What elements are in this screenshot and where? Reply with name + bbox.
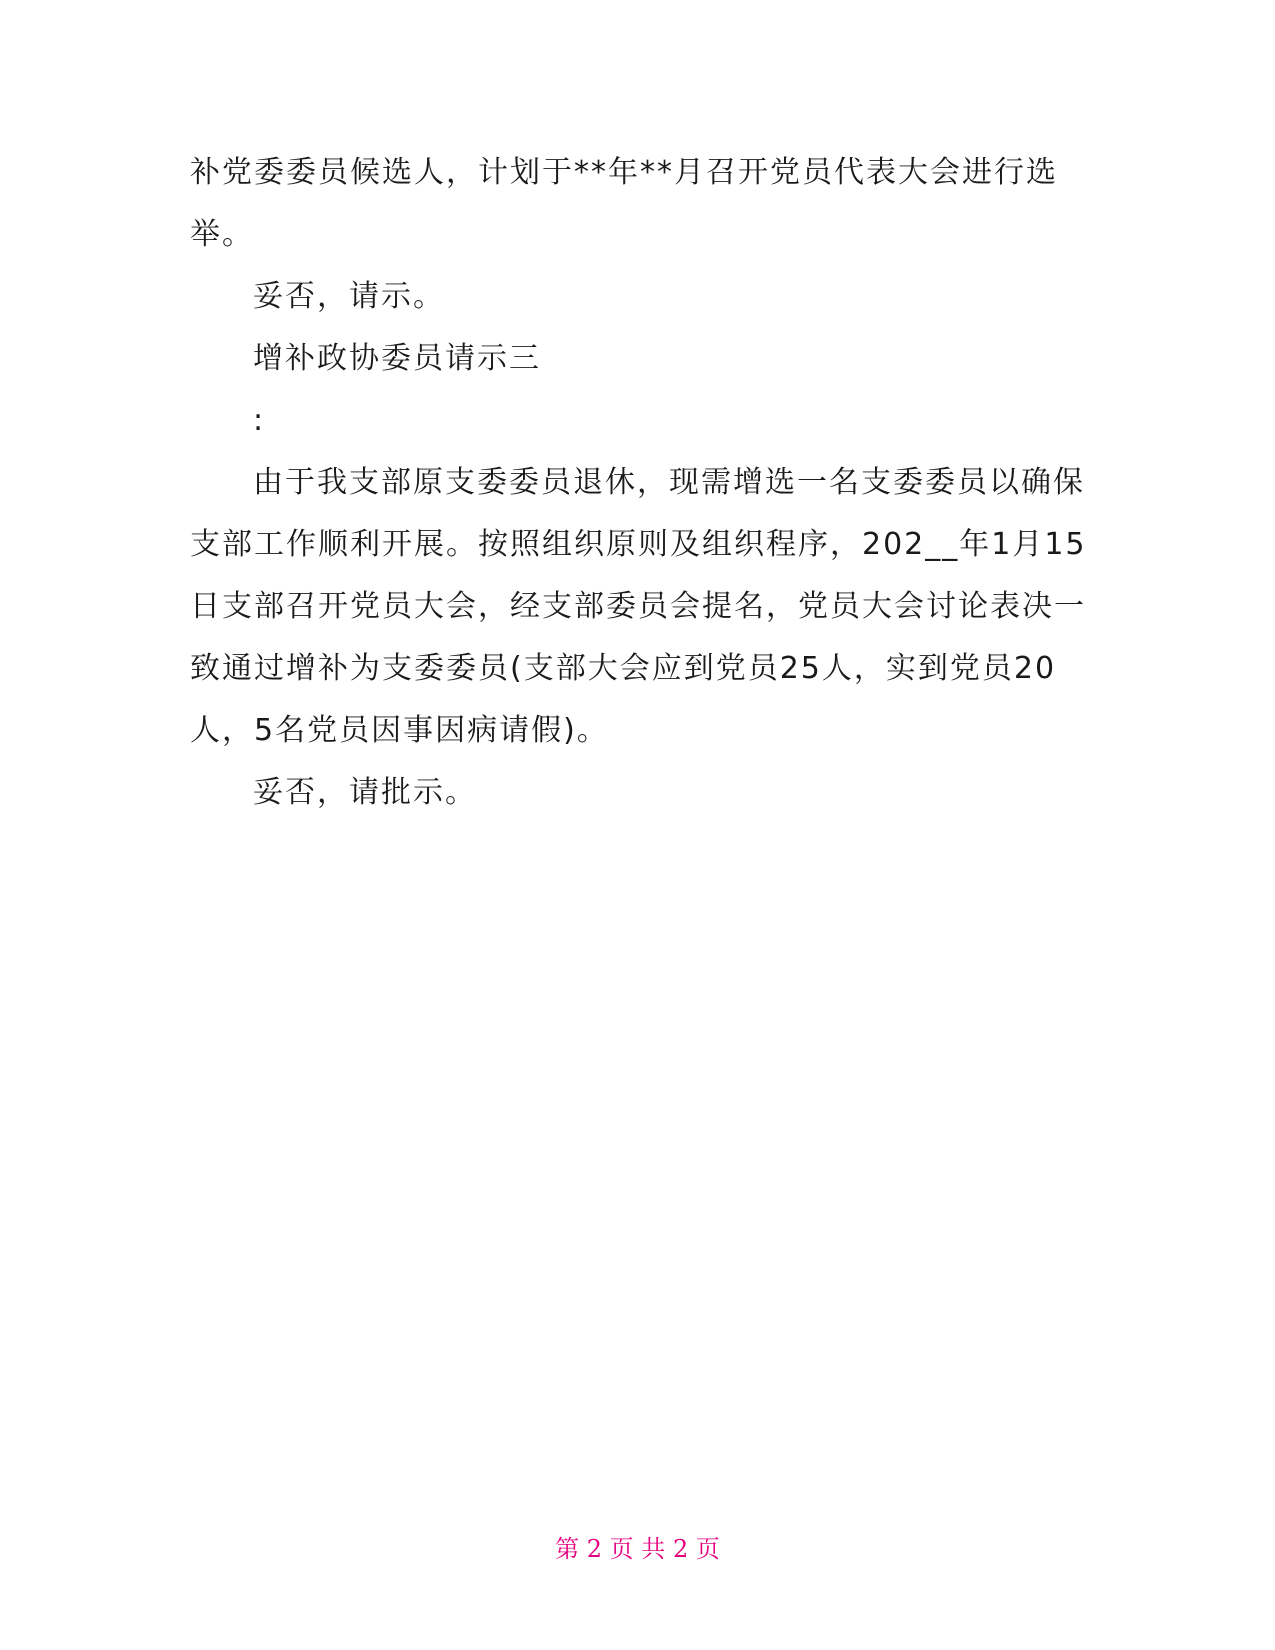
paragraph-body: 由于我支部原支委委员退休，现需增选一名支委委员以确保支部工作顺利开展。按照组织原则及组织程序，202__年1月15日支部召开党员大会，经支部委员会提名，党员大会讨论表决一致通过增补为支委委员(支部大会应到党员25人，实到党员20人，5名党员因事因病请假)。 (190, 465, 1087, 748)
page-footer (0, 1533, 1275, 1565)
paragraph-reply-request: 妥否，请示。 (253, 279, 445, 314)
document-body (190, 142, 1090, 824)
paragraph-continuation: 补党委委员候选人，计划于**年**月召开党员代表大会进行选举。 (190, 155, 1058, 252)
paragraph-closing: 妥否，请批示。 (253, 775, 477, 810)
page-number-label: 第 2 页 共 2 页 (555, 1535, 720, 1563)
salutation-colon: : (253, 403, 266, 438)
section-title: 增补政协委员请示三 (253, 341, 541, 376)
